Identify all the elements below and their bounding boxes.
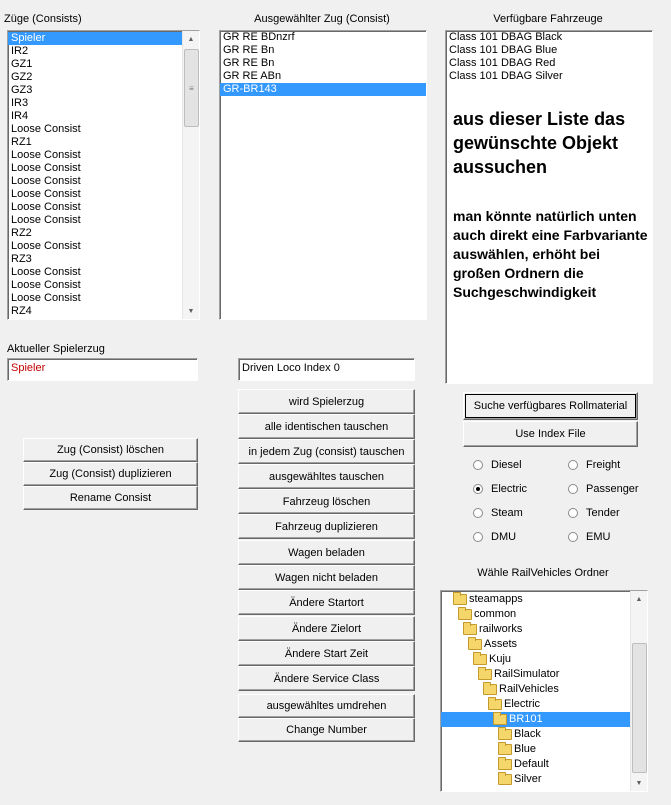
consists-label: Züge (Consists)	[4, 13, 82, 25]
action-button[interactable]: Wagen nicht beladen	[238, 565, 415, 590]
radio-label: Steam	[491, 507, 523, 519]
list-item[interactable]: Spieler	[8, 32, 182, 45]
radio-circle-icon	[568, 532, 578, 542]
search-rolling-stock-button[interactable]: Suche verfügbares Rollmaterial	[463, 392, 638, 420]
tree-item-label: BR101	[509, 713, 543, 725]
action-button[interactable]: Ändere Service Class	[238, 666, 415, 691]
folder-icon	[488, 699, 502, 710]
radio-tender[interactable]	[568, 507, 620, 519]
radio-label: DMU	[491, 531, 517, 543]
list-item[interactable]: Loose Consist	[11, 123, 81, 135]
list-item[interactable]: Loose Consist	[11, 266, 81, 278]
list-item[interactable]: RZ2	[11, 227, 32, 239]
list-item[interactable]: GZ1	[11, 58, 33, 70]
tree-item[interactable]	[441, 712, 630, 727]
radio-circle-icon	[473, 532, 483, 542]
radio-passenger[interactable]	[568, 483, 639, 495]
action-button[interactable]: Ändere Zielort	[238, 616, 415, 641]
tree-item-label: Assets	[484, 638, 518, 650]
radio-dmu[interactable]	[473, 531, 516, 543]
radio-circle-icon	[473, 508, 483, 518]
radio-freight[interactable]	[568, 459, 620, 471]
folder-icon	[453, 594, 467, 605]
folder-tree[interactable]	[440, 590, 648, 792]
tree-item[interactable]	[441, 592, 630, 607]
radio-diesel[interactable]	[473, 459, 522, 471]
tree-item-label: steamapps	[469, 593, 523, 605]
tree-item[interactable]	[441, 607, 630, 622]
tree-item[interactable]	[441, 757, 630, 772]
scroll-down-icon[interactable]: ▼	[187, 307, 195, 315]
action-button[interactable]: Fahrzeug löschen	[238, 489, 415, 514]
list-item[interactable]: RZ3	[11, 253, 32, 265]
folder-icon	[493, 714, 507, 725]
radio-circle-icon	[473, 460, 483, 470]
tree-item[interactable]	[441, 637, 630, 652]
action-button[interactable]: ausgewähltes umdrehen	[238, 694, 415, 718]
folder-icon	[498, 759, 512, 770]
rename-consist-button[interactable]: Rename Consist	[23, 486, 198, 510]
action-button[interactable]: Ändere Startort	[238, 590, 415, 615]
scroll-thumb[interactable]	[632, 643, 647, 773]
folder-icon	[468, 639, 482, 650]
list-item[interactable]: Class 101 DBAG Blue	[449, 44, 558, 56]
consists-listbox[interactable]	[7, 30, 200, 320]
selected-consist-listbox[interactable]	[219, 30, 427, 320]
tree-item-label: Kuju	[489, 653, 512, 665]
tree-item[interactable]	[441, 697, 630, 712]
folder-icon	[483, 684, 497, 695]
action-button[interactable]: Fahrzeug duplizieren	[238, 514, 415, 539]
list-item[interactable]: GR RE Bn	[223, 57, 275, 69]
list-item[interactable]: Loose Consist	[11, 279, 81, 291]
scroll-up-icon[interactable]: ▲	[635, 595, 643, 603]
selected-consist-label: Ausgewählter Zug (Consist)	[254, 13, 390, 25]
radio-circle-icon	[473, 484, 483, 494]
list-item[interactable]: GR RE BDnzrf	[223, 31, 295, 43]
list-item[interactable]: GZ3	[11, 84, 33, 96]
consists-scrollbar[interactable]	[182, 31, 199, 319]
tree-item[interactable]	[441, 772, 630, 787]
vehicles-label: Verfügbare Fahrzeuge	[493, 13, 603, 25]
duplicate-consist-button[interactable]: Zug (Consist) duplizieren	[23, 462, 198, 486]
folder-tree-scrollbar[interactable]	[630, 591, 647, 791]
action-button[interactable]: in jedem Zug (consist) tauschen	[238, 439, 415, 464]
folder-icon	[498, 774, 512, 785]
action-button[interactable]: wird Spielerzug	[238, 389, 415, 414]
scroll-up-icon[interactable]: ▲	[187, 35, 195, 43]
radio-steam[interactable]	[473, 507, 523, 519]
action-button[interactable]: alle identischen tauschen	[238, 414, 415, 439]
list-item[interactable]: Class 101 DBAG Silver	[449, 70, 563, 82]
scroll-down-icon[interactable]: ▼	[635, 779, 643, 787]
list-item[interactable]: IR4	[11, 110, 29, 122]
vehicles-listbox[interactable]	[445, 30, 653, 384]
folder-icon	[498, 729, 512, 740]
list-item[interactable]: Loose Consist	[11, 201, 81, 213]
player-train-label: Aktueller Spielerzug	[7, 343, 105, 355]
radio-label: Diesel	[491, 459, 522, 471]
folder-icon	[458, 609, 472, 620]
folder-tree-label: Wähle RailVehicles Ordner	[477, 567, 609, 579]
list-item[interactable]: IR2	[11, 45, 29, 57]
list-item[interactable]: Loose Consist	[11, 214, 81, 226]
use-index-file-button[interactable]: Use Index File	[463, 421, 638, 447]
note-large: aus dieser Liste das gewünschte Objekt aussuchen	[453, 109, 626, 177]
radio-electric[interactable]	[473, 483, 527, 495]
radio-circle-icon	[568, 460, 578, 470]
folder-icon	[498, 744, 512, 755]
list-item[interactable]: Loose Consist	[11, 175, 81, 187]
tree-item[interactable]	[441, 622, 630, 637]
list-item[interactable]: GR-BR143	[220, 83, 426, 96]
list-item[interactable]: Loose Consist	[11, 188, 81, 200]
action-button[interactable]: Change Number	[238, 718, 415, 742]
action-button[interactable]: Wagen beladen	[238, 540, 415, 565]
tree-item[interactable]	[441, 682, 630, 697]
folder-icon	[473, 654, 487, 665]
note-medium: man könnte natürlich unten auch direkt eine Farbvariante auswählen, erhöht bei großen Ordnern die Suchgeschwindigkeit	[453, 208, 648, 300]
tree-item-label: RailSimulator	[494, 668, 560, 680]
list-item[interactable]: RZ1	[11, 136, 32, 148]
radio-label: Freight	[586, 459, 621, 471]
action-button[interactable]: ausgewähltes tauschen	[238, 464, 415, 489]
list-item[interactable]: GR RE Bn	[223, 44, 275, 56]
action-button[interactable]: Ändere Start Zeit	[238, 641, 415, 666]
radio-circle-icon	[568, 508, 578, 518]
list-item[interactable]: Class 101 DBAG Black	[449, 31, 563, 43]
tree-item-label: common	[474, 608, 517, 620]
tree-item[interactable]	[441, 667, 630, 682]
tree-item[interactable]	[441, 727, 630, 742]
list-item[interactable]: Loose Consist	[11, 149, 81, 161]
tree-item-label: Electric	[504, 698, 541, 710]
radio-emu[interactable]	[568, 531, 610, 543]
tree-item-label: Silver	[514, 773, 542, 785]
list-item[interactable]: IR3	[11, 97, 29, 109]
scroll-thumb[interactable]: ≡	[184, 49, 199, 127]
list-item[interactable]: Loose Consist	[11, 240, 81, 252]
tree-item-label: RailVehicles	[499, 683, 559, 695]
tree-item[interactable]	[441, 652, 630, 667]
radio-label: Tender	[586, 507, 620, 519]
list-item[interactable]: RZ4	[11, 305, 32, 317]
list-item[interactable]: GR RE ABn	[223, 70, 282, 82]
list-item[interactable]: Class 101 DBAG Red	[449, 57, 556, 69]
tree-item[interactable]	[441, 742, 630, 757]
list-item[interactable]: Loose Consist	[11, 292, 81, 304]
tree-item-label: Default	[514, 758, 549, 770]
radio-label: Electric	[491, 483, 528, 495]
list-item[interactable]: GZ2	[11, 71, 33, 83]
folder-icon	[463, 624, 477, 635]
radio-label: EMU	[586, 531, 611, 543]
tree-item-label: railworks	[479, 623, 523, 635]
radio-label: Passenger	[586, 483, 639, 495]
tree-item-label: Blue	[514, 743, 537, 755]
tree-item-label: Black	[514, 728, 541, 740]
player-train-field[interactable]: Spieler	[7, 358, 198, 381]
list-item[interactable]: Loose Consist	[11, 162, 81, 174]
folder-icon	[478, 669, 492, 680]
delete-consist-button[interactable]: Zug (Consist) löschen	[23, 438, 198, 462]
radio-circle-icon	[568, 484, 578, 494]
driven-loco-field[interactable]: Driven Loco Index 0	[238, 358, 415, 381]
